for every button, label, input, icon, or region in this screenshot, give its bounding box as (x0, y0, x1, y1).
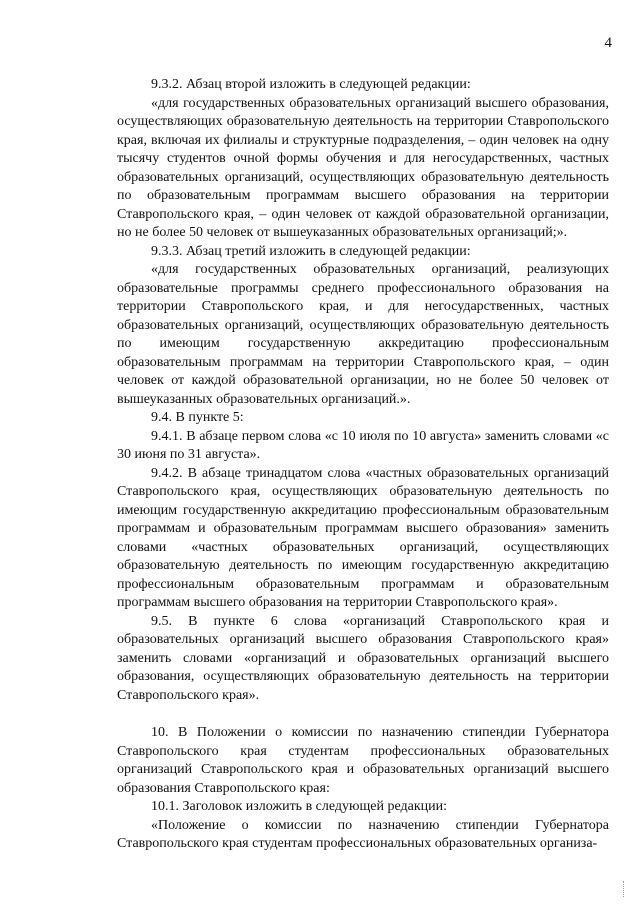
paragraph-9-5: 9.5. В пункте 6 слова «организаций Ставропольского края и образовательных организаций высшего образования Ставропольского края» заменить словами «организаций и образовательных организаций высшего образования, осуществляющих образовательную деятельность на территории Ставропольского края». (117, 613, 609, 703)
section-gap (117, 705, 609, 724)
paragraph-10-1-text: «Положение о комиссии по назначению стипендии Губернатора Ставропольского края студентам профессиональных образовательных организа- (117, 817, 609, 851)
paragraph-9-3-2-heading: 9.3.2. Абзац второй изложить в следующей редакции: (151, 77, 471, 92)
paragraph-9-3-2-text: «для государственных образовательных организаций высшего образования, осуществляющих образовательную деятельность на территории Ставропольского края, включая их филиалы и структурные подразделения, – один человек на одну тысячу студентов очной формы обучения и для негосударственных, частных образовательных организаций, осуществляющих образовательную деятельность по образовательным программам высшего образования на территории Ставропольского края, – один человек от каждой образовательной организации, но не более 50 человек от вышеуказанных образовательных организаций;». (117, 95, 609, 240)
paragraph-10-1: 10.1. Заголовок изложить в следующей редакции: (151, 799, 448, 814)
paragraph-9-4: 9.4. В пункте 5: (151, 410, 244, 425)
document-body (117, 76, 609, 854)
paragraph-9-3-3-text: «для государственных образовательных организаций, реализующих образовательные программы среднего профессионального образования на территории Ставропольского края, и для негосударственных, частных образовательных организаций, осуществляющих образовательную деятельность по имеющим государственную аккредитацию профессиональным образовательным программам на территории Ставропольского края, – один человек от каждой образовательной организации, но не более 50 человек от вышеуказанных образовательных организаций.». (117, 262, 609, 407)
paragraph-9-4-2: 9.4.2. В абзаце тринадцатом слова «частных образовательных организаций Ставропольского края, осуществляющих образовательную деятельность по имеющим государственную аккредитацию профессиональным образовательным программам и образовательным программам высшего образования» заменить словами «частных образовательных организаций, осуществляющих образовательную деятельность по имеющим государственную аккредитацию профессиональным образовательным программам и образовательным программам высшего образования на территории Ставропольского края». (117, 465, 609, 610)
paragraph-9-4-1: 9.4.1. В абзаце первом слова «с 10 июля по 10 августа» заменить словами «с 30 июня по 31 августа». (117, 428, 609, 462)
paragraph-9-3-3-heading: 9.3.3. Абзац третий изложить в следующей редакции: (151, 243, 471, 259)
paragraph-10: 10. В Положении о комиссии по назначению стипендии Губернатора Ставропольского края студентам профессиональных образовательных организаций Ставропольского края и образовательных организаций высшего образования Ставропольского края: (117, 725, 609, 796)
scan-corner-mark (623, 881, 628, 897)
page-number: 4 (604, 35, 612, 51)
